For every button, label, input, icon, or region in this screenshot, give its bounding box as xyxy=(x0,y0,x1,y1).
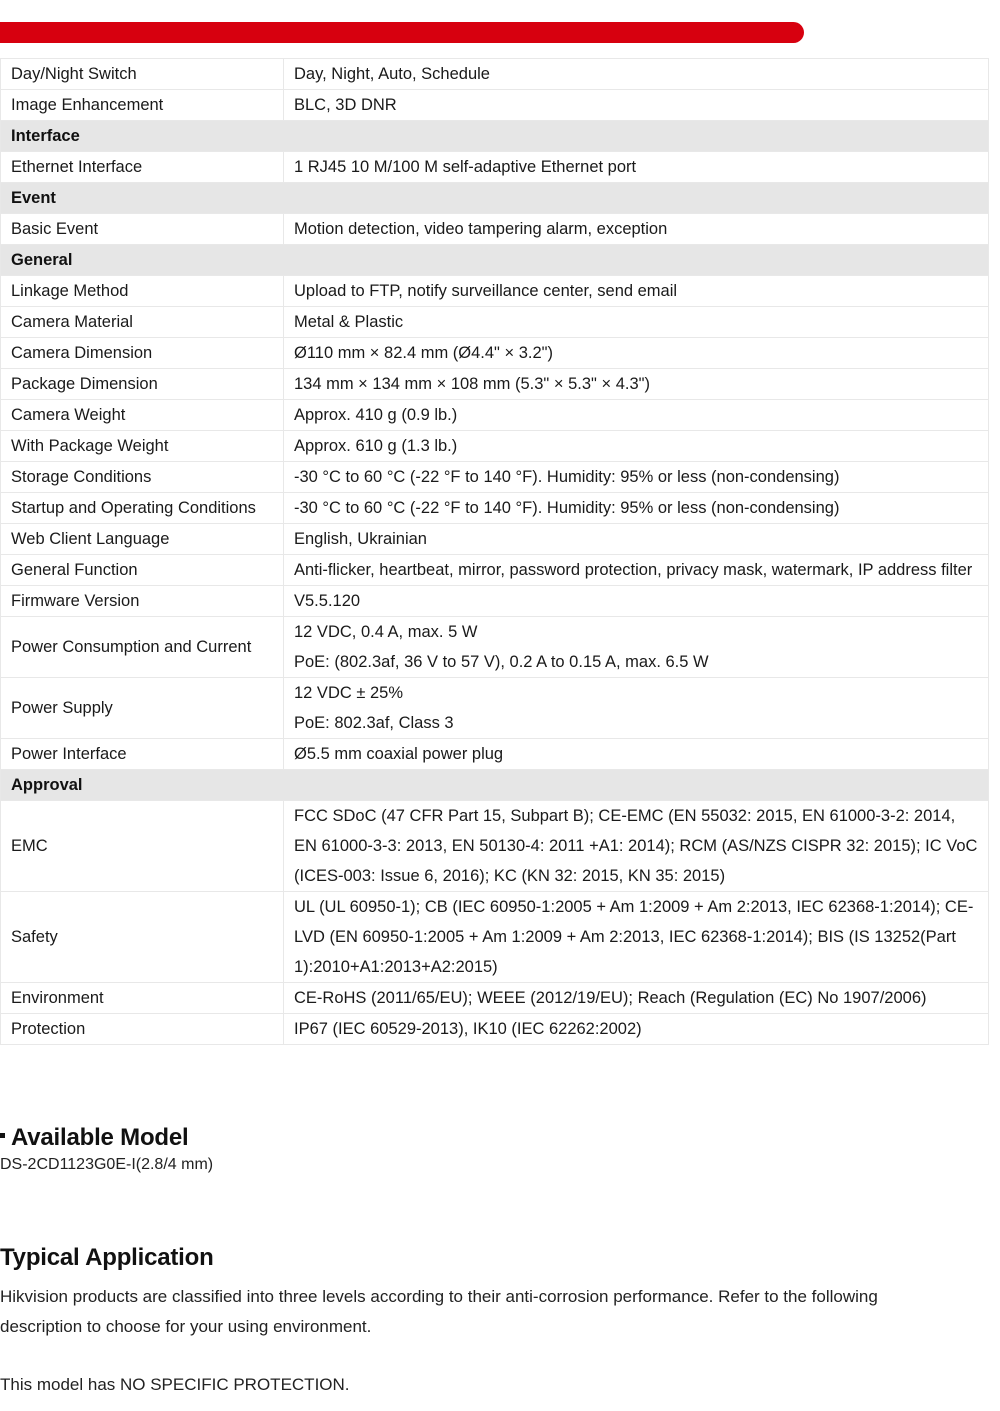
typical-application-description: Hikvision products are classified into three levels according to their anti-corrosion performance. Refer to the following description to choose for your using environment. xyxy=(0,1287,878,1336)
spec-value-line: BLC, 3D DNR xyxy=(294,96,397,114)
spec-value xyxy=(284,90,989,121)
spec-label: Camera Weight xyxy=(1,400,284,431)
spec-value-line: 1 RJ45 10 M/100 M self-adaptive Ethernet port xyxy=(294,158,637,176)
spec-value xyxy=(284,307,989,338)
spec-label: Linkage Method xyxy=(1,276,284,307)
spec-label: Day/Night Switch xyxy=(1,59,284,90)
protection-note: This model has NO SPECIFIC PROTECTION. xyxy=(0,1375,350,1394)
table-row xyxy=(1,892,989,983)
table-row xyxy=(1,369,989,400)
spec-value xyxy=(284,276,989,307)
spec-label: Basic Event xyxy=(1,214,284,245)
section-title: Interface xyxy=(1,121,989,152)
spec-value xyxy=(284,586,989,617)
specification-table xyxy=(0,58,989,1045)
spec-label: With Package Weight xyxy=(1,431,284,462)
table-row xyxy=(1,617,989,678)
spec-value-line: 12 VDC ± 25% xyxy=(294,684,404,702)
spec-value-line: -30 °C to 60 °C (-22 °F to 140 °F). Humidity: 95% or less (non-condensing) xyxy=(294,499,840,517)
spec-label: Firmware Version xyxy=(1,586,284,617)
table-row xyxy=(1,307,989,338)
spec-value-line: PoE: 802.3af, Class 3 xyxy=(294,714,454,732)
spec-value-line: Ø5.5 mm coaxial power plug xyxy=(294,745,504,763)
spec-value xyxy=(284,617,989,678)
table-row xyxy=(1,90,989,121)
spec-value xyxy=(284,801,989,892)
spec-label: Power Interface xyxy=(1,739,284,770)
available-model-heading xyxy=(0,1124,189,1152)
table-row xyxy=(1,493,989,524)
spec-label: Safety xyxy=(1,892,284,983)
table-row xyxy=(1,739,989,770)
spec-value-line: 134 mm × 134 mm × 108 mm (5.3" × 5.3" × 4.3") xyxy=(294,375,650,393)
spec-value-line: PoE: (802.3af, 36 V to 57 V), 0.2 A to 0.15 A, max. 6.5 W xyxy=(294,653,709,671)
spec-label: Ethernet Interface xyxy=(1,152,284,183)
table-row xyxy=(1,801,989,892)
spec-value xyxy=(284,214,989,245)
spec-label: General Function xyxy=(1,555,284,586)
spec-value xyxy=(284,555,989,586)
spec-label: Environment xyxy=(1,983,284,1014)
table-row xyxy=(1,1014,989,1045)
spec-value-line: Day, Night, Auto, Schedule xyxy=(294,65,490,83)
header-accent-bar xyxy=(0,22,804,43)
spec-value-line: Approx. 410 g (0.9 lb.) xyxy=(294,406,458,424)
spec-value xyxy=(284,369,989,400)
spec-value xyxy=(284,524,989,555)
table-row xyxy=(1,431,989,462)
spec-value-line: 12 VDC, 0.4 A, max. 5 W xyxy=(294,623,478,641)
section-header-row xyxy=(1,245,989,276)
table-row xyxy=(1,338,989,369)
spec-value-line: Upload to FTP, notify surveillance center, send email xyxy=(294,282,678,300)
spec-label: Web Client Language xyxy=(1,524,284,555)
section-header-row xyxy=(1,183,989,214)
table-row xyxy=(1,214,989,245)
spec-value xyxy=(284,462,989,493)
spec-label: Image Enhancement xyxy=(1,90,284,121)
spec-value xyxy=(284,678,989,739)
table-row xyxy=(1,59,989,90)
spec-value xyxy=(284,338,989,369)
spec-value-line: English, Ukrainian xyxy=(294,530,427,548)
spec-label: Power Supply xyxy=(1,678,284,739)
spec-value xyxy=(284,892,989,983)
spec-value-line: UL (UL 60950-1); CB (IEC 60950-1:2005 + Am 1:2009 + Am 2:2013, IEC 62368-1:2014); CE-LVD (EN 60950-1:2005 + Am 1:2009 + Am 2:2013, IEC 62368-1:2014); BIS (IS 13252(Part 1):2010+A1:2013+A2:2015) xyxy=(294,898,974,976)
table-row xyxy=(1,276,989,307)
spec-value xyxy=(284,431,989,462)
table-row xyxy=(1,586,989,617)
section-header-row xyxy=(1,121,989,152)
spec-value xyxy=(284,152,989,183)
spec-label: Storage Conditions xyxy=(1,462,284,493)
spec-label: EMC xyxy=(1,801,284,892)
spec-value-line: V5.5.120 xyxy=(294,592,361,610)
spec-value xyxy=(284,59,989,90)
spec-value xyxy=(284,1014,989,1045)
spec-value xyxy=(284,983,989,1014)
model-number: DS-2CD1123G0E-I(2.8/4 mm) xyxy=(0,1156,214,1173)
table-row xyxy=(1,678,989,739)
spec-value-line: Metal & Plastic xyxy=(294,313,404,331)
spec-value-line: FCC SDoC (47 CFR Part 15, Subpart B); CE-EMC (EN 55032: 2015, EN 61000-3-2: 2014, EN 61000-3-3: 2013, EN 50130-4: 2011 +A1: 2014); RCM (AS/NZS CISPR 32: 2015); IC VoC (ICES-003: Issue 6, 2016); KC (KN 32: 2015, KN 35: 2015) xyxy=(294,807,978,885)
spec-value-line: Anti-flicker, heartbeat, mirror, password protection, privacy mask, watermark, IP address filter xyxy=(294,561,973,579)
section-title: Approval xyxy=(1,770,989,801)
section-header-row xyxy=(1,770,989,801)
table-row xyxy=(1,983,989,1014)
spec-value xyxy=(284,493,989,524)
spec-value-line: -30 °C to 60 °C (-22 °F to 140 °F). Humidity: 95% or less (non-condensing) xyxy=(294,468,840,486)
typical-application-heading: Typical Application xyxy=(0,1244,214,1271)
section-title: Event xyxy=(1,183,989,214)
spec-value-line: Ø110 mm × 82.4 mm (Ø4.4" × 3.2") xyxy=(294,344,554,362)
table-row xyxy=(1,555,989,586)
spec-label: Camera Dimension xyxy=(1,338,284,369)
table-row xyxy=(1,400,989,431)
spec-value xyxy=(284,400,989,431)
bullet-icon xyxy=(0,1133,5,1138)
spec-value xyxy=(284,739,989,770)
spec-value-line: IP67 (IEC 60529-2013), IK10 (IEC 62262:2002) xyxy=(294,1020,642,1038)
spec-value-line: Motion detection, video tampering alarm, exception xyxy=(294,220,668,238)
available-model-title: Available Model xyxy=(11,1124,189,1151)
spec-label: Camera Material xyxy=(1,307,284,338)
spec-label: Power Consumption and Current xyxy=(1,617,284,678)
spec-label: Protection xyxy=(1,1014,284,1045)
table-row xyxy=(1,462,989,493)
section-title: General xyxy=(1,245,989,276)
spec-value-line: Approx. 610 g (1.3 lb.) xyxy=(294,437,458,455)
table-row xyxy=(1,524,989,555)
spec-value-line: CE-RoHS (2011/65/EU); WEEE (2012/19/EU); Reach (Regulation (EC) No 1907/2006) xyxy=(294,989,927,1007)
spec-label: Startup and Operating Conditions xyxy=(1,493,284,524)
table-row xyxy=(1,152,989,183)
spec-label: Package Dimension xyxy=(1,369,284,400)
